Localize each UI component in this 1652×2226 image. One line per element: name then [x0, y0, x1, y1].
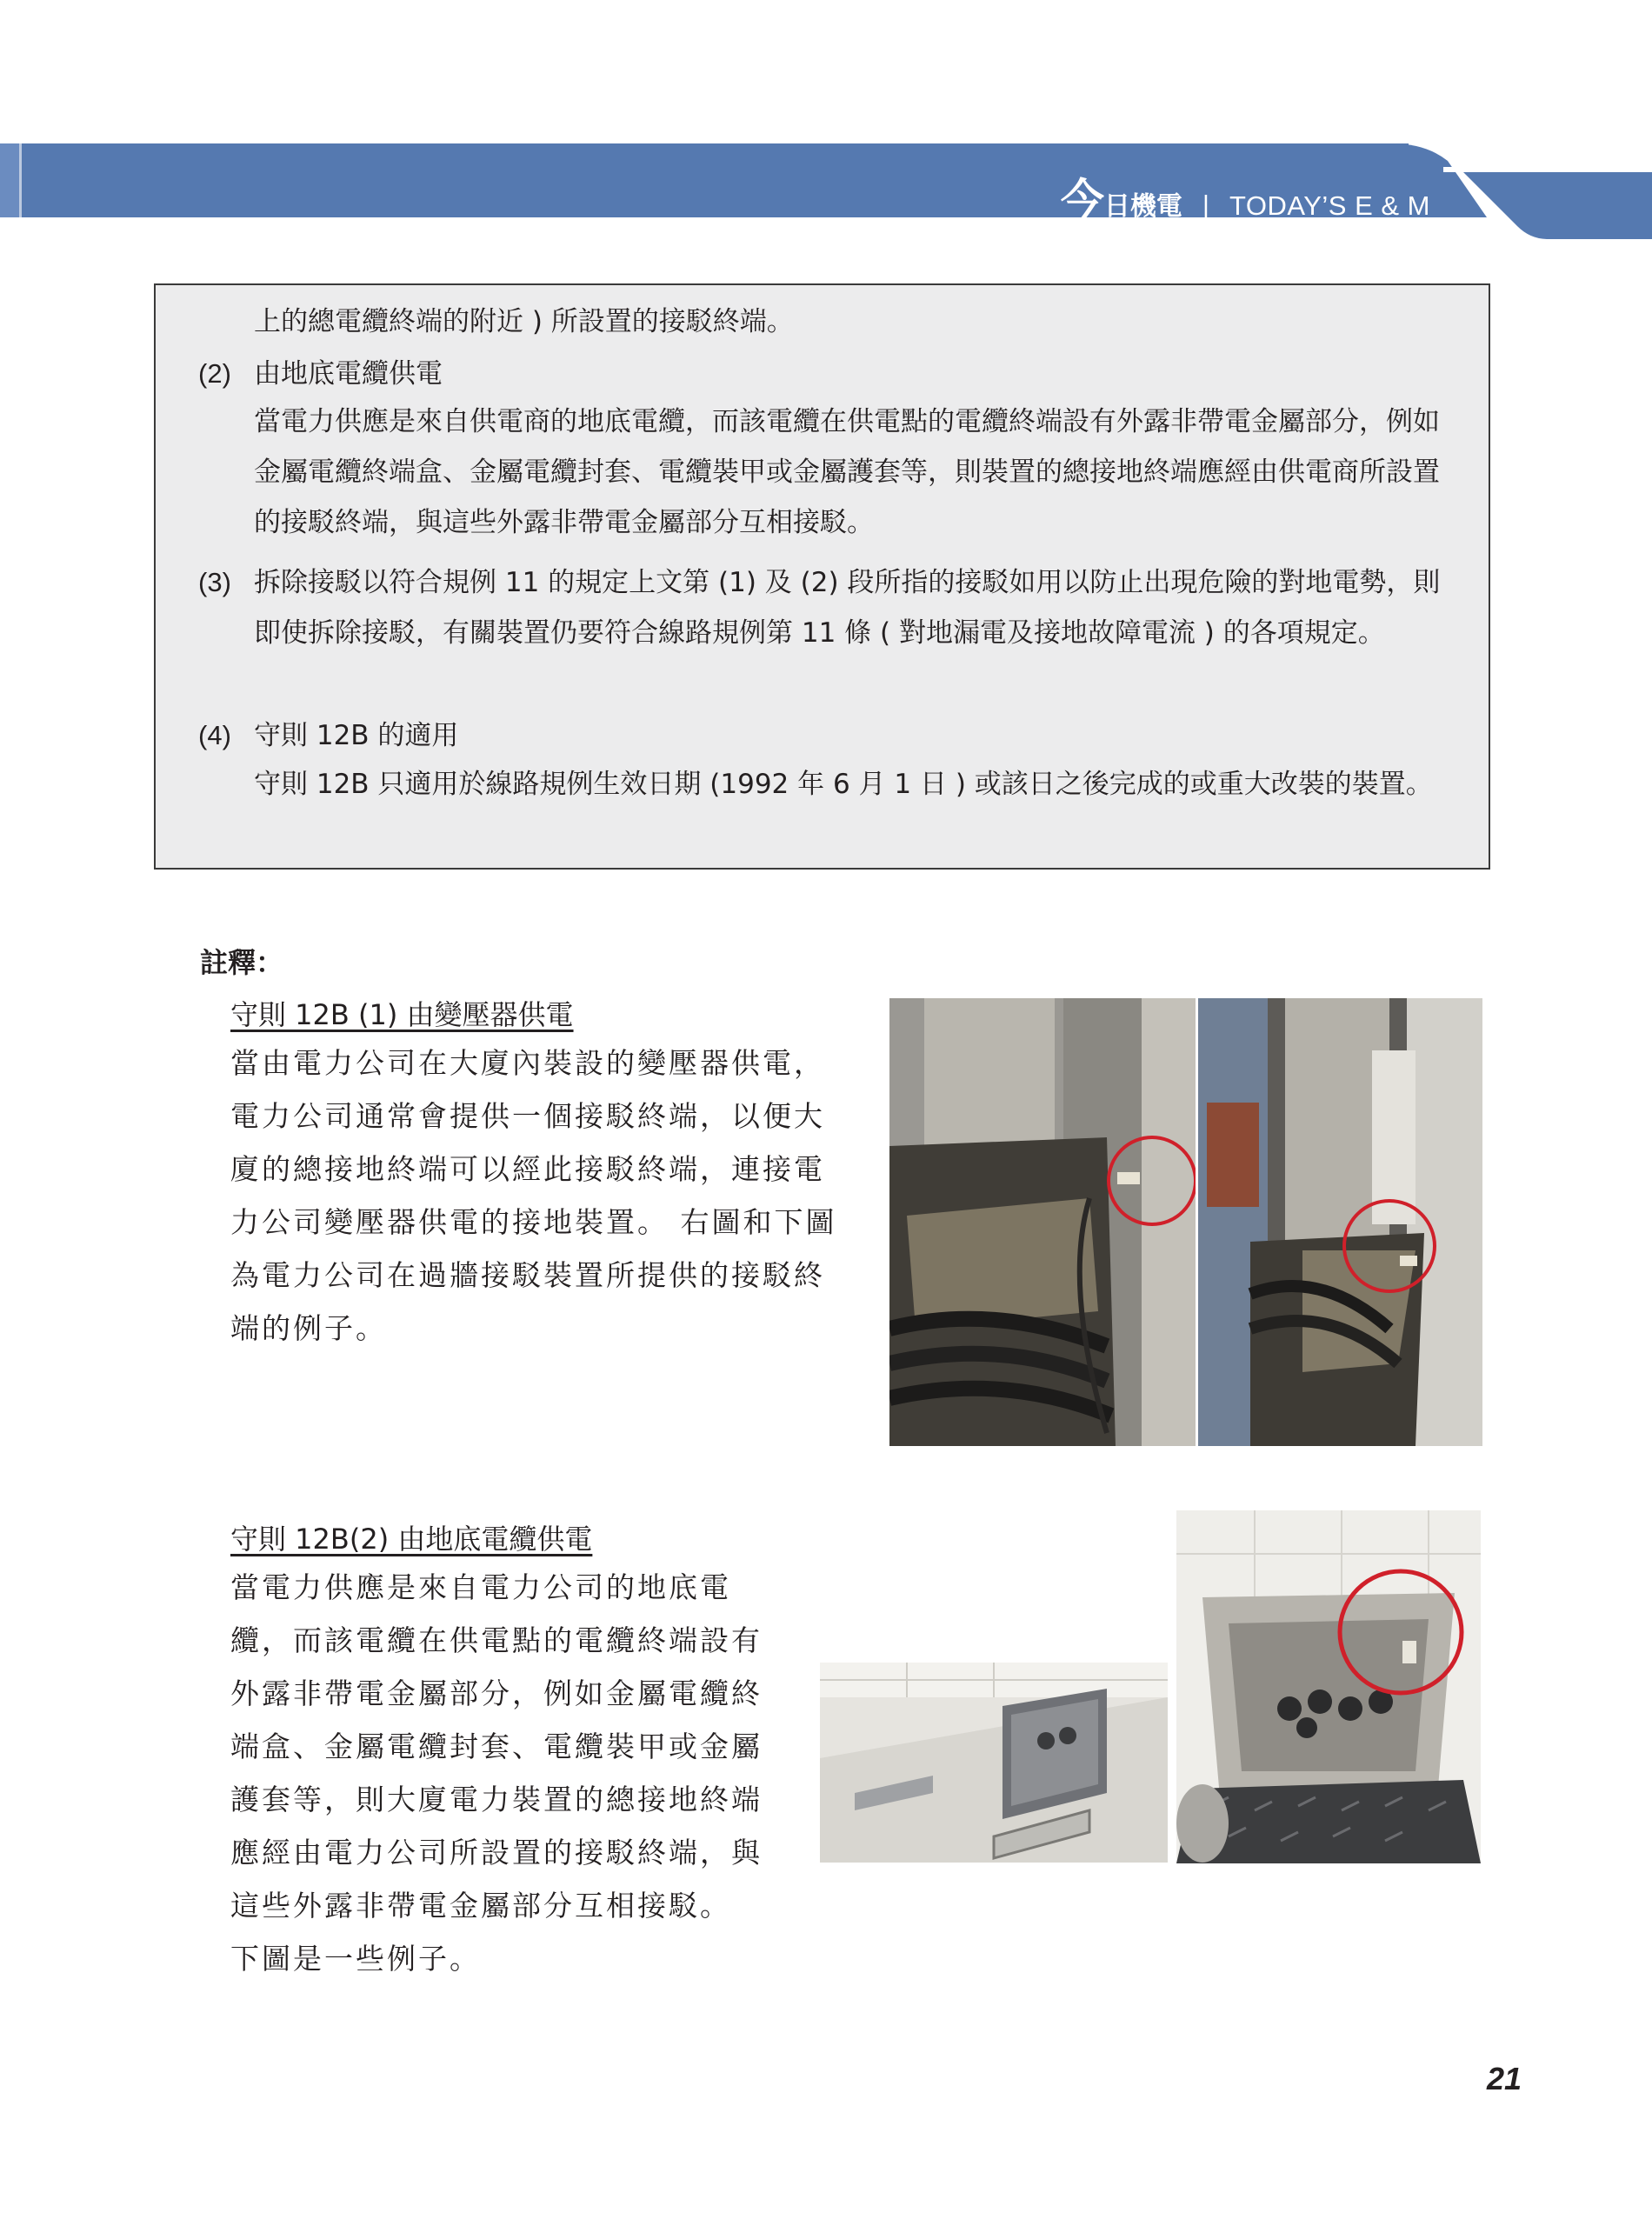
section-1-heading: 守則 12B (1) 由變壓器供電	[230, 998, 574, 1031]
section-2-line: 這些外露非帶電金屬部分互相接駁。	[230, 1889, 731, 1923]
header-title-english: TODAY’S E & M	[1229, 190, 1430, 221]
section-2-line: 纜，而該電纜在供電點的電纜終端設有	[230, 1623, 763, 1657]
header-separator: |	[1201, 191, 1210, 222]
section-1-line: 端的例子。	[230, 1311, 387, 1345]
item-3-body: 拆除接駁以符合規例 11 的規定上文第 (1) 及 (2) 段所指的接駁如用以防止出現危險的對地電勢，則即使拆除接駁，有關裝置仍要符合線路規例第 11 條 ( 對地漏電及接地故障電流 ) 的各項規定。	[254, 567, 1441, 649]
photo-cable-trench-right	[1198, 998, 1482, 1446]
item-4-title: 守則 12B 的適用	[254, 720, 459, 751]
page-number: 21	[1486, 2061, 1522, 2096]
section-2-line: 下圖是一些例子。	[230, 1942, 481, 1976]
section-1-line: 力公司變壓器供電的接地裝置。 右圖和下圖	[230, 1205, 837, 1239]
section-1-line: 當由電力公司在大廈內裝設的變壓器供電，	[230, 1046, 825, 1080]
photo-wall-cable-duct	[820, 1663, 1168, 1863]
item-4-body: 守則 12B 只適用於線路規例生效日期 (1992 年 6 月 1 日 ) 或該日之後完成的或重大改裝的裝置。	[254, 769, 1433, 800]
section-2-line: 端盒、金屬電纜封套、電纜裝甲或金屬	[230, 1729, 763, 1763]
header-title-first-char: 今	[1060, 175, 1104, 225]
regulation-intro-line: 上的總電纜終端的附近 ) 所設置的接駁終端。	[254, 306, 794, 337]
photo-cable-trench-left	[889, 998, 1196, 1446]
section-2-line: 護套等，則大廈電力裝置的總接地終端	[230, 1783, 763, 1816]
section-2-heading: 守則 12B(2) 由地底電纜供電	[230, 1523, 593, 1556]
section-2-line: 當電力供應是來自電力公司的地底電	[230, 1570, 731, 1604]
item-2-number: (2)	[198, 358, 231, 389]
section-1-paragraph	[230, 1036, 837, 1355]
section-2-line: 外露非帶電金屬部分，例如金屬電纜終	[230, 1676, 763, 1710]
item-2-body: 當電力供應是來自供電商的地底電纜，而該電纜在供電點的電纜終端設有外露非帶電金屬部分，例如金屬電纜終端盒、金屬電纜封套、電纜裝甲或金屬護套等，則裝置的總接地終端應經由供電商所設置的接駁終端，與這些外露非帶電金屬部分互相接駁。	[254, 406, 1440, 538]
notes-label: 註釋：	[200, 946, 284, 979]
section-1-line: 電力公司通常會提供一個接駁終端，以便大	[230, 1099, 825, 1133]
item-3-number: (3)	[198, 567, 231, 597]
section-1-line: 為電力公司在過牆接駁裝置所提供的接駁終	[230, 1258, 825, 1292]
section-1-line: 廈的總接地終端可以經此接駁終端，連接電	[230, 1152, 825, 1186]
running-header	[1060, 165, 1430, 225]
photo-cable-pit	[1176, 1510, 1481, 1863]
section-2-paragraph	[230, 1561, 763, 1985]
section-2-line: 應經由電力公司所設置的接駁終端，與	[230, 1836, 763, 1869]
item-4-number: (4)	[198, 720, 231, 750]
regulation-box	[154, 283, 1490, 870]
item-2-title: 由地底電纜供電	[254, 358, 443, 390]
header-title-rest: 日機電	[1103, 191, 1182, 222]
